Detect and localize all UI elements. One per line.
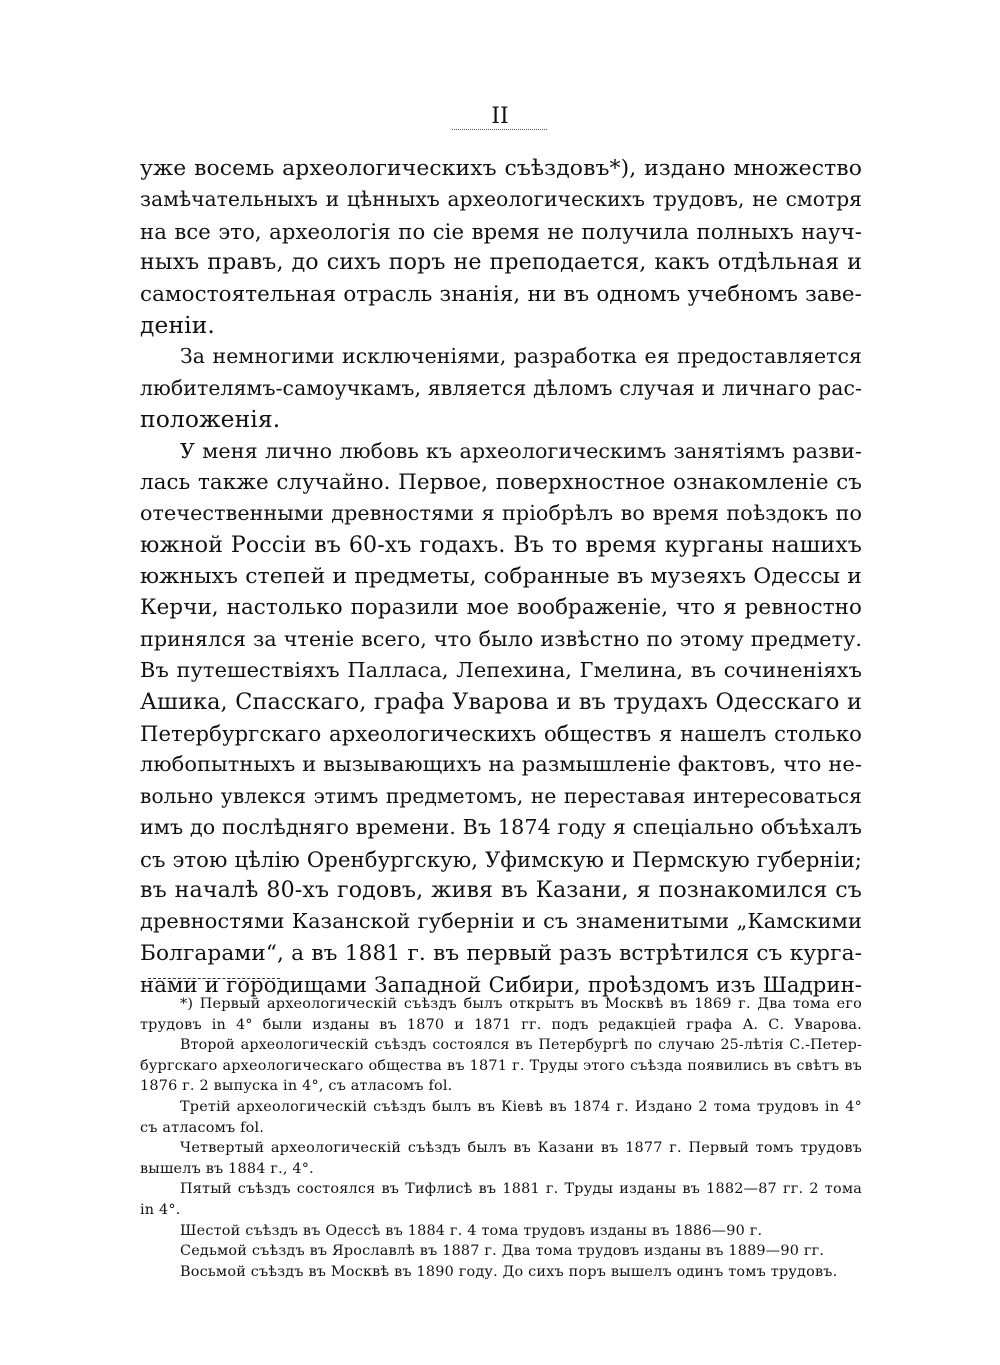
footnote-line: бургскаго археологическаго общества въ 1871 г. Труды этого съѣзда появились въ свѣтъ въ	[140, 1057, 862, 1074]
footnote-line: Седьмой съѣздъ въ Ярославлѣ въ 1887 г. Два тома трудовъ изданы въ 1889—90 гг.	[180, 1243, 825, 1260]
text-line: Петербургскаго археологическихъ обществъ я нашелъ столько	[140, 721, 862, 747]
text-line: южной Россіи въ 60-хъ годахъ. Въ то время курганы нашихъ	[140, 531, 862, 558]
text-line: нами и городищами Западной Сибири, проѣздомъ изъ Шадрин-	[140, 972, 862, 998]
footnote-separator	[148, 978, 280, 979]
page-number-rule	[452, 129, 547, 130]
footnote-line: *) Первый археологическій съѣздъ былъ открытъ въ Москвѣ въ 1869 г. Два тома его	[180, 996, 862, 1012]
text-line: съ этою цѣлію Оренбургскую, Уфимскую и Пермскую губерніи;	[140, 846, 862, 872]
footnote-line: Второй археологическій съѣздъ состоялся въ Петербургѣ по случаю 25-лѣтія С.-Петер-	[180, 1037, 862, 1054]
text-line: отечественными древностями я пріобрѣлъ во время поѣздокъ по	[140, 501, 862, 526]
text-line: любопытныхъ и вызывающихъ на размышленіе фактовъ, что не-	[140, 752, 862, 777]
footnote-line: 1876 г. 2 выпуска in 4°, съ атласомъ fol.	[140, 1078, 453, 1095]
footnote-line: in 4°.	[140, 1201, 181, 1218]
text-line: самостоятельная отрасль знанія, ни въ одномъ учебномъ заве-	[140, 281, 862, 307]
text-line: вольно увлекся этимъ предметомъ, не переставая интересоваться	[140, 783, 862, 808]
footnote-line: вышелъ въ 1884 г., 4°.	[140, 1160, 314, 1177]
text-line: Болгарами“, а въ 1881 г. въ первый разъ встрѣтился съ курга-	[140, 940, 862, 966]
text-line: положенія.	[140, 405, 281, 434]
text-line: У меня лично любовь къ археологическимъ занятіямъ разви-	[180, 438, 862, 463]
text-line: на все это, археологія по сіе время не получила полныхъ науч-	[140, 218, 862, 244]
text-line: въ началѣ 80-хъ годовъ, живя въ Казани, я познакомился съ	[140, 876, 862, 903]
footnotes	[140, 994, 862, 1282]
text-line: лась также случайно. Первое, поверхностное ознакомленіе съ	[140, 469, 862, 495]
page-number: II	[491, 104, 509, 129]
text-line: Въ путешествіяхъ Палласа, Лепехина, Гмелина, въ сочиненіяхъ	[140, 658, 862, 683]
text-line: имъ до послѣдняго времени. Въ 1874 году я спеціально объѣхалъ	[140, 815, 862, 840]
text-line: Керчи, настолько поразили мое воображеніе, что я ревностно	[140, 595, 862, 621]
text-line: замѣчательныхъ и цѣнныхъ археологическихъ трудовъ, не смотря	[140, 187, 862, 212]
text-line: Ашика, Спасскаго, графа Уварова и въ трудахъ Одесскаго и	[140, 688, 862, 715]
main-text	[140, 153, 862, 1001]
footnote-line: Шестой съѣздъ въ Одессѣ въ 1884 г. 4 тома трудовъ изданы въ 1886—90 г.	[180, 1222, 763, 1239]
footnote-line: съ атласомъ fol.	[140, 1119, 265, 1136]
text-line: деніи.	[140, 310, 215, 339]
text-line: древностями Казанской губерніи и съ знаменитыми „Камскими	[140, 909, 862, 934]
text-line: уже восемь археологическихъ съѣздовъ*), издано множество	[140, 156, 862, 181]
text-line: За немногими исключеніями, разработка ея предоставляется	[180, 344, 862, 369]
text-line: ныхъ правъ, до сихъ поръ не преподается, какъ отдѣльная и	[140, 249, 862, 276]
text-line: принялся за чтеніе всего, что было извѣстно по этому предмету.	[140, 626, 862, 651]
footnote-line: Четвертый археологическій съѣздъ былъ въ Казани въ 1877 г. Первый томъ трудовъ	[180, 1140, 862, 1157]
footnote-line: Восьмой съѣздъ въ Москвѣ въ 1890 году. До сихъ поръ вышелъ одинъ томъ трудовъ.	[180, 1263, 838, 1280]
footnote-line: Пятый съѣздъ состоялся въ Тифлисѣ въ 1881 г. Труды изданы въ 1882—87 гг. 2 тома	[180, 1181, 862, 1198]
footnote-line: Третій археологическій съѣздъ былъ въ Кіевѣ въ 1874 г. Издано 2 тома трудовъ in 4°	[180, 1098, 862, 1115]
text-line: южныхъ степей и предметы, собранные въ музеяхъ Одессы и	[140, 564, 862, 590]
text-line: любителямъ-самоучкамъ, является дѣломъ случая и личнаго рас-	[140, 375, 862, 400]
footnote-line: трудовъ in 4° были изданы въ 1870 и 1871 гг. подъ редакціей графа А. С. Уварова.	[140, 1016, 862, 1033]
